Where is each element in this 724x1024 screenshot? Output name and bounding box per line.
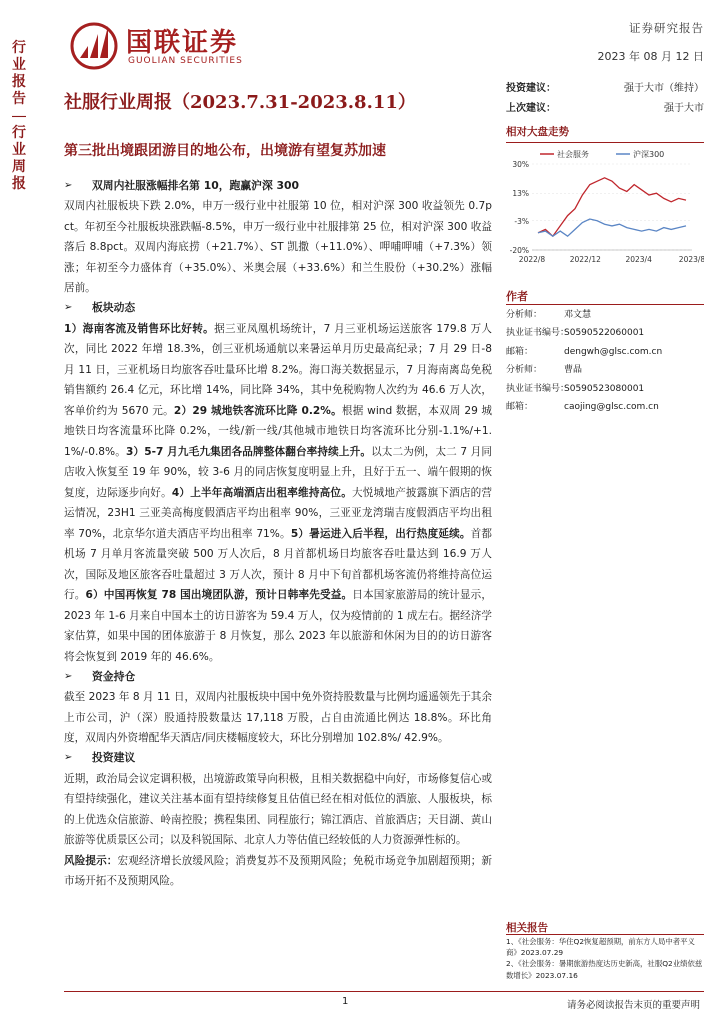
risk-warning: 风险提示：宏观经济增长放缓风险；消费复苏不及预期风险；免税市场竞争加剧超预期；新市场开拓不及预期风险。 (64, 854, 492, 887)
divider (506, 304, 704, 305)
logo-mark-icon (68, 20, 122, 70)
x-tick-label: 2023/4 (625, 255, 652, 264)
author-value: 邓文慧 (564, 310, 592, 320)
y-tick-label: -3% (514, 216, 529, 226)
report-date: 2023 年 08 月 12 日 (597, 50, 704, 63)
section-heading: ➢ 投资建议 (64, 749, 492, 769)
divider (506, 142, 704, 143)
x-tick-label: 2023/8 (678, 255, 704, 264)
section-body: 1）海南客流及销售环比好转。据三亚凤凰机场统计，7 月三亚机场运送旅客 179.8 万人次，同比 2022 年增 18.3%，创三亚机场通航以来暑运单月历史最高纪录；7 月 29 日-8 月 11 日，三亚机场日均旅客吞吐量环比增 8.2%。海口海关数据显示，7 月海南离岛免税销售额约 26.4 亿元，环比增 14%，同比降 34%，其中免税购物人次约为 46.6 万人次，客单价约为 5670 元。2）29 城地铁客流环比降 0.2%。根据 wind 数据，本双周 29 城地铁日均客流量环比降 0.2%，一线/新一线/其他城市地铁日均客流环比分别-1.1%/+1.1%/-0.8%。3）5-7 月九毛九集团各品牌整体翻台率持续上升。以太二为例，太二 7 月同店收入恢复至 19 年 90%，较 3-6 月的同店恢复度明显上升，且好于五一、端午假期的恢复度，边际逐步向好。4）上半年高端酒店出租率维持高位。大悦城地产披露旗下酒店的营运情况，23H1 三亚美高梅度假酒店平均出租率 90%，三亚亚龙湾瑞吉度假酒店平均出租率 70%，北京华尔道夫酒店平均出租率 71%。5）暑运进入后半程，出行热度延续。首都机场 7 月单月客流量突破 500 万人次后，8 月首都机场日均旅客吞吐量达到 16.9 万人次，国际及地区旅客吞吐量超过 3 万人次，预计 8 月中下旬首都机场客流仍将维持高位运行。6）中国再恢复 78 国出境团队游，预计日韩率先受益。日本国家旅游局的统计显示，2023 年 1-6 月来自中国本土的访日游客为 59.4 万人，仅为疫情前的 1 成左右。据经济学家估算，如果中国的团体旅游于 8 月恢复，那么 2023 年以旅游和休闲为目的的访日游客将会恢复到 2019 年的 46.6%。 (64, 322, 493, 663)
series-line (538, 219, 686, 236)
logo-subtext: GUOLIAN SECURITIES (128, 56, 243, 66)
legend-label: 沪深300 (633, 150, 665, 159)
author-email[interactable]: caojing@glsc.com.cn (564, 402, 659, 413)
author-key: 邮箱： (506, 402, 534, 413)
page-number: 1 (342, 996, 349, 1007)
footer-divider (64, 991, 704, 992)
author-row (506, 324, 704, 342)
author-key: 执业证书编号： (506, 383, 570, 394)
report-subtitle: 第三批出境跟团游目的地公布，出境游有望复苏加速 (64, 143, 386, 159)
author-row (506, 380, 704, 398)
author-key: 分析师： (506, 365, 543, 376)
document-type: 证券研究报告 (629, 21, 704, 35)
author-value: 曹晶 (564, 365, 583, 376)
relative-performance-chart (506, 146, 704, 270)
x-tick-label: 2022/8 (518, 255, 546, 264)
invest-value: 强于大市（维持） (624, 82, 704, 94)
authors-list (506, 306, 704, 416)
section-body: 截至 2023 年 8 月 11 日，双周内社服板块中国中免外资持股数量与比例均遥遥领先于其余上市公司，沪（深）股通持股数量达 17,118 万股，占自由流通比例达 18.8%。环比角度，双周内外资增配华天酒店/同庆楼幅度较大，环比分别增加 102.8%/ 42.9%。 (64, 691, 492, 744)
logo-text: 国联证券 (126, 28, 239, 58)
related-report-item[interactable]: 1、《社会服务：华住Q2恢复超预期，前东方人局中者平义商》2023.07.29 (506, 937, 695, 958)
divider (506, 934, 704, 935)
related-report-item[interactable]: 2、《社会服务：暑期旅游热度达历史新高，社服Q2业绩依兹数增长》2023.07.16 (506, 959, 703, 980)
legend-label: 社会服务 (557, 150, 589, 159)
author-key: 执业证书编号： (506, 328, 570, 339)
author-key: 邮箱： (506, 346, 534, 357)
arrow-icon: ➢ (64, 670, 73, 682)
section-body: 近期，政治局会议定调积极，出境游政策导向积极，且相关数据稳中向好，市场修复信心或有望持续强化，建议关注基本面有望持续修复且估值已经在相对低位的酒旅、人服板块，标的上优选众信旅游、岭南控股；携程集团、同程旅行；锦江酒店、首旅酒店；天目湖、黄山旅游等优质景区公司；以及科锐国际、北京人力等估值已经较低的人力资源弹性标的。 (64, 772, 492, 846)
report-title: 社服行业周报（2023.7.31-2023.8.11） (64, 92, 416, 113)
related-reports-title: 相关报告 (506, 922, 548, 934)
author-email[interactable]: dengwh@glsc.com.cn (564, 346, 663, 357)
rating-row-prev (506, 96, 704, 116)
author-key: 分析师： (506, 310, 543, 320)
author-row (506, 361, 704, 379)
chart-title: 相对大盘走势 (506, 126, 569, 138)
side-strip (0, 0, 34, 1024)
rating-box (506, 76, 704, 116)
arrow-icon: ➢ (64, 752, 73, 764)
author-row (506, 306, 704, 324)
author-value: S0590522060001 (564, 328, 645, 339)
y-tick-label: -20% (509, 246, 529, 255)
arrow-icon: ➢ (64, 302, 73, 314)
author-row (506, 398, 704, 416)
y-tick-label: 13% (512, 189, 529, 199)
section-heading: ➢ 双周内社服涨幅排名第 10，跑赢沪深 300 (64, 176, 492, 196)
authors-title: 作者 (506, 290, 528, 303)
invest-label: 投资建议： (506, 82, 556, 94)
section-heading: ➢ 资金持仓 (64, 667, 492, 687)
y-tick-label: 30% (512, 160, 529, 169)
arrow-icon: ➢ (64, 179, 73, 191)
related-reports-list (506, 936, 704, 981)
section-heading: ➢ 板块动态 (64, 299, 492, 319)
rating-row-invest (506, 76, 704, 96)
company-logo (68, 20, 258, 70)
author-value: S0590523080001 (564, 383, 645, 394)
footer-disclaimer: 请务必阅读报告末页的重要声明 (566, 1000, 700, 1011)
side-category-label: 行 业 报 告 | 行 业 周 报 (11, 40, 28, 192)
main-content (64, 176, 492, 892)
prev-value: 强于大市 (664, 102, 704, 114)
x-tick-label: 2022/12 (569, 255, 601, 264)
section-body: 双周内社服板块下跌 2.0%，申万一级行业中社服第 10 位，相对沪深 300 收益领先 0.7pct。年初至今社服板块涨跌幅-8.5%，申万一级行业中社服排第 25 位，相对沪深 300 收益落后 8.8pct。双周内海底捞（+21.7%）、ST 凯撒（+11.0%）、呷哺呷哺（+7.3%）领涨；年初至今力盛体育（+35.0%）、米奥会展（+33.6%）和兰生股份（+30.2%）涨幅居前。 (64, 200, 492, 294)
chart-canvas (506, 146, 704, 270)
prev-label: 上次建议： (506, 102, 556, 114)
author-row (506, 343, 704, 361)
